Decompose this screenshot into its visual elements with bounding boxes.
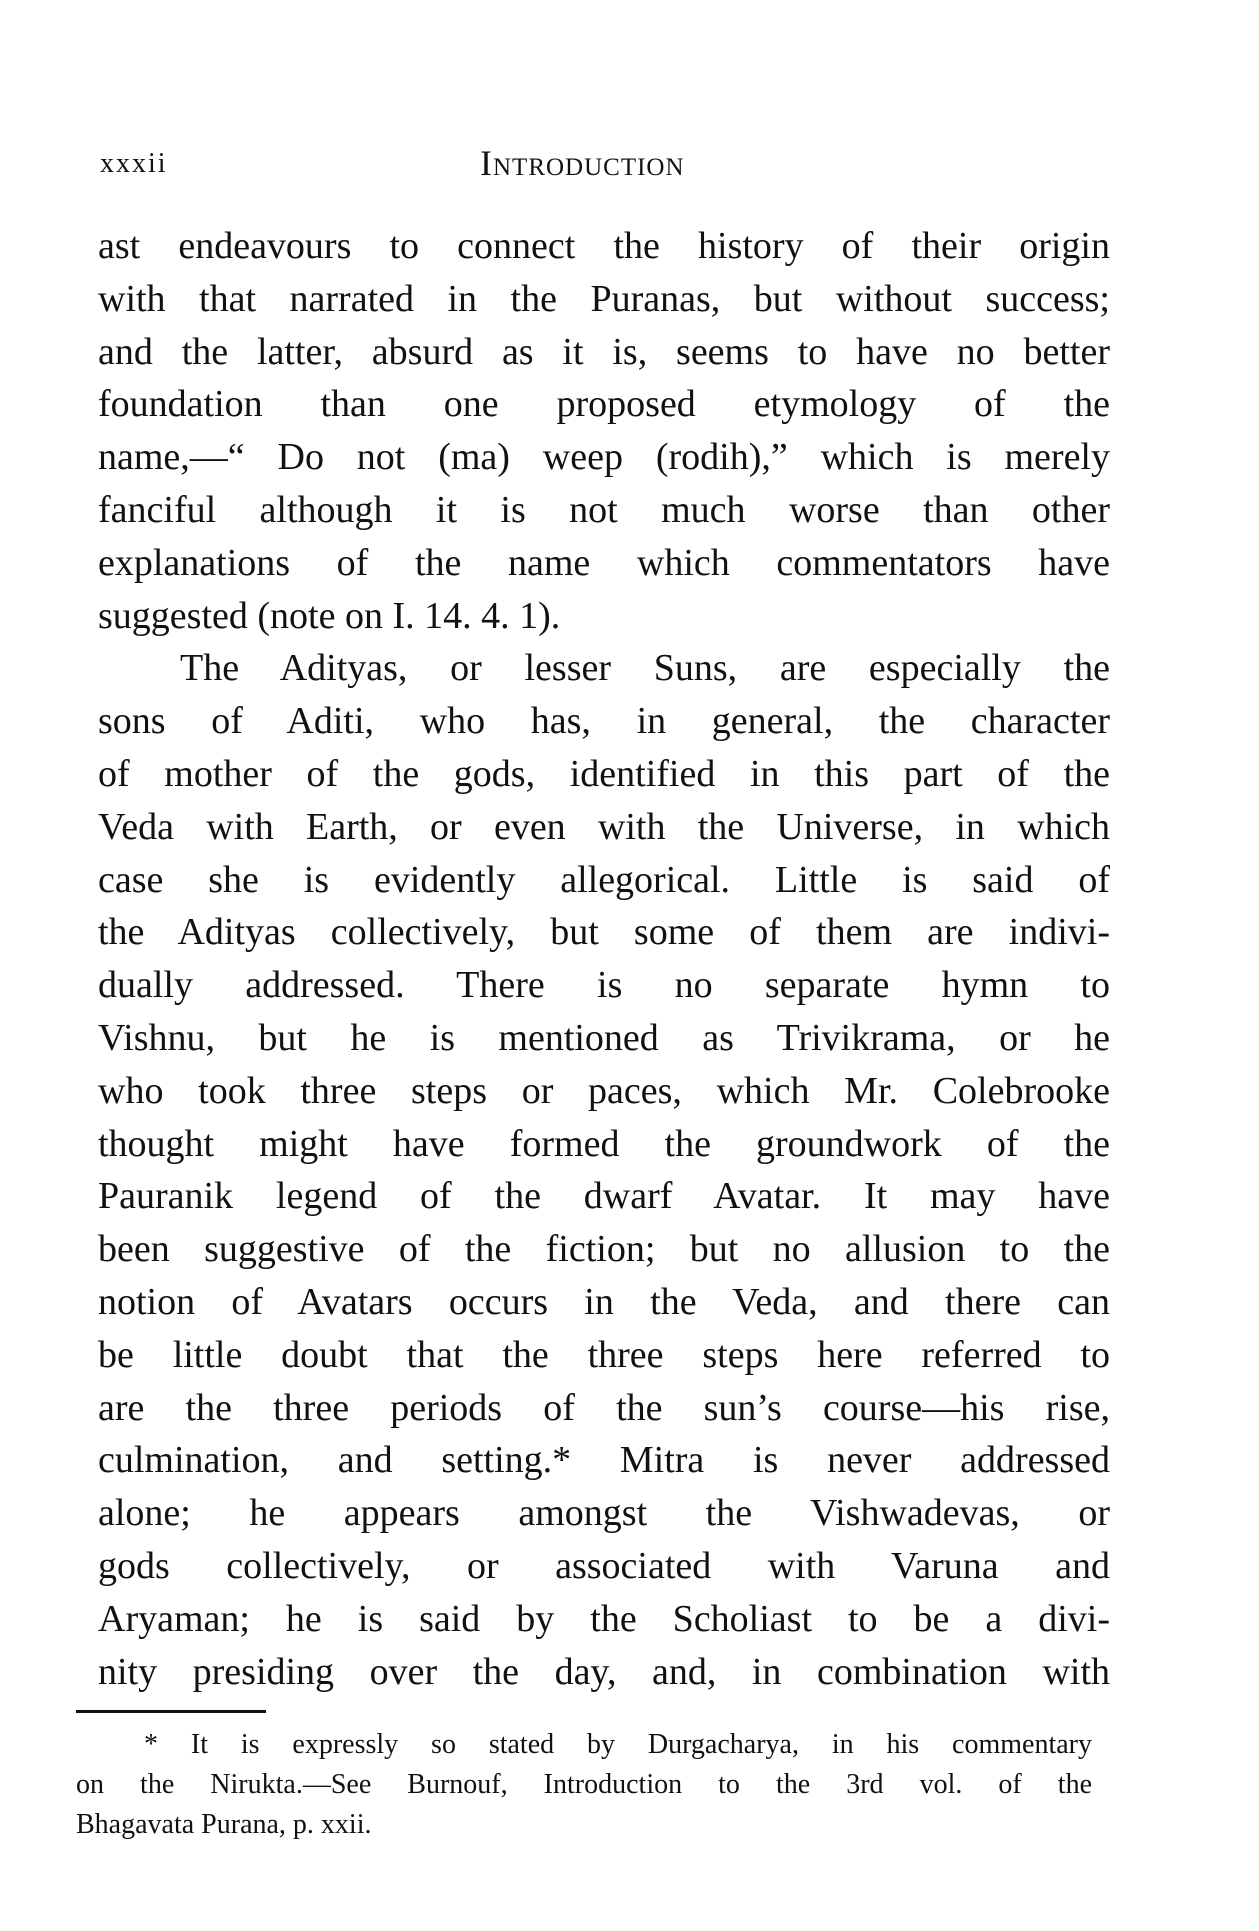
text-line: who took three steps or paces, which Mr. Colebrooke [98,1069,1110,1112]
text-line: alone; he appears amongst the Vishwadevas, or [98,1492,1110,1535]
page-number: xxxii [100,148,168,179]
text-line: been suggestive of the fiction; but no allusion to the [98,1228,1110,1271]
text-line: the Adityas collectively, but some of them are indivi- [98,911,1110,954]
text-line: Aryaman; he is said by the Scholiast to be a divi- [98,1597,1110,1640]
text-line: fanciful although it is not much worse than other [98,488,1110,531]
text-line: of mother of the gods, identified in this part of the [98,752,1110,795]
text-line: dually addressed. There is no separate hymn to [98,964,1110,1007]
text-line: suggested (note on I. 14. 4. 1). [98,594,561,637]
text-line: and the latter, absurd as it is, seems to have no better [98,330,1110,373]
text-line: with that narrated in the Puranas, but without success; [98,277,1110,320]
text-line: ast endeavours to connect the history of their origin [98,225,1110,267]
page-header [100,143,1100,188]
text-line: are the three periods of the sun’s course—his rise, [98,1386,1110,1429]
footnote-divider [76,1710,266,1713]
body-text [98,220,1110,1698]
text-line: notion of Avatars occurs in the Veda, and there can [98,1280,1110,1323]
text-line: case she is evidently allegorical. Little is said of [98,858,1110,901]
text-line: name,—“ Do not (ma) weep (rodih),” which is merely [98,436,1110,479]
running-head: Introduction [480,143,685,183]
text-line: gods collectively, or associated with Varuna and [98,1544,1110,1587]
footnote-line: on the Nirukta.—See Burnouf, Introduction to the 3rd vol. of the [76,1769,1092,1800]
footnote [76,1725,1092,1845]
text-line: culmination, and setting.* Mitra is never addressed [98,1439,1110,1482]
footnote-line: Bhagavata Purana, p. xxii. [76,1809,372,1840]
text-line: Pauranik legend of the dwarf Avatar. It may have [98,1175,1110,1218]
footnote-line: * It is expressly so stated by Durgacharya, in his commentary [144,1729,1092,1760]
text-line: Vishnu, but he is mentioned as Trivikrama, or he [98,1016,1110,1059]
text-line: The Adityas, or lesser Suns, are especially the [180,647,1110,690]
text-line: sons of Aditi, who has, in general, the character [98,700,1110,743]
text-line: thought might have formed the groundwork of the [98,1122,1110,1165]
text-line: explanations of the name which commentators have [98,541,1110,584]
text-line: be little doubt that the three steps here referred to [98,1333,1110,1376]
text-line: Veda with Earth, or even with the Universe, in which [98,805,1110,848]
text-line: nity presiding over the day, and, in combination with [98,1650,1110,1693]
text-line: foundation than one proposed etymology of the [98,383,1110,426]
